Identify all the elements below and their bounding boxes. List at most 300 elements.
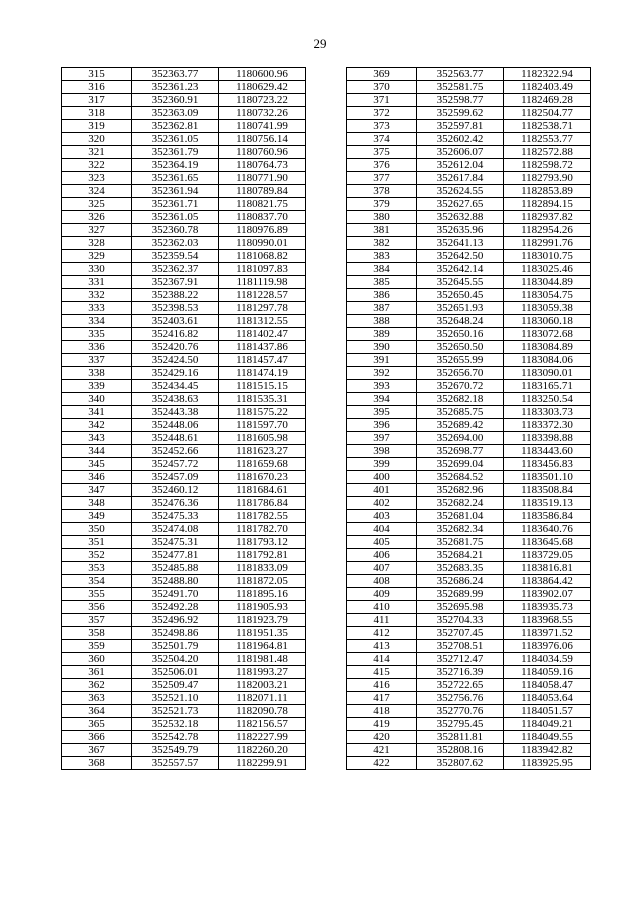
y-coordinate-cell: 1181951.35 [219,627,306,640]
y-coordinate-cell: 1182071.11 [219,692,306,705]
table-row [347,133,591,146]
table-row [62,601,306,614]
x-coordinate-cell: 352682.96 [417,484,504,497]
table-row [62,718,306,731]
y-coordinate-cell: 1183902.07 [504,588,591,601]
point-number-cell: 413 [347,640,417,653]
table-row [347,679,591,692]
point-number-cell: 317 [62,94,132,107]
x-coordinate-cell: 352597.81 [417,120,504,133]
y-coordinate-cell: 1181964.81 [219,640,306,653]
point-number-cell: 346 [62,471,132,484]
y-coordinate-cell: 1181097.83 [219,263,306,276]
y-coordinate-cell: 1184053.64 [504,692,591,705]
y-coordinate-cell: 1181119.98 [219,276,306,289]
table-row [62,731,306,744]
x-coordinate-cell: 352532.18 [132,718,219,731]
y-coordinate-cell: 1183935.73 [504,601,591,614]
y-coordinate-cell: 1181515.15 [219,380,306,393]
point-number-cell: 323 [62,172,132,185]
x-coordinate-cell: 352681.04 [417,510,504,523]
x-coordinate-cell: 352642.50 [417,250,504,263]
y-coordinate-cell: 1180771.90 [219,172,306,185]
point-number-cell: 399 [347,458,417,471]
point-number-cell: 353 [62,562,132,575]
table-row [347,744,591,757]
x-coordinate-cell: 352656.70 [417,367,504,380]
x-coordinate-cell: 352627.65 [417,198,504,211]
table-row [62,146,306,159]
x-coordinate-cell: 352602.42 [417,133,504,146]
y-coordinate-cell: 1183519.13 [504,497,591,510]
table-row [62,744,306,757]
y-coordinate-cell: 1182156.57 [219,718,306,731]
table-row [62,302,306,315]
point-number-cell: 356 [62,601,132,614]
y-coordinate-cell: 1182299.91 [219,757,306,770]
y-coordinate-cell: 1184049.21 [504,718,591,731]
table-row [62,692,306,705]
table-row [347,146,591,159]
x-coordinate-cell: 352475.31 [132,536,219,549]
table-row [62,757,306,770]
point-number-cell: 324 [62,185,132,198]
y-coordinate-cell: 1183090.01 [504,367,591,380]
table-row [347,445,591,458]
y-coordinate-cell: 1181895.16 [219,588,306,601]
table-row [62,627,306,640]
y-coordinate-cell: 1182853.89 [504,185,591,198]
x-coordinate-cell: 352699.04 [417,458,504,471]
table-row [62,432,306,445]
y-coordinate-cell: 1181782.55 [219,510,306,523]
table-row [347,341,591,354]
y-coordinate-cell: 1181684.61 [219,484,306,497]
x-coordinate-cell: 352695.98 [417,601,504,614]
point-number-cell: 352 [62,549,132,562]
point-number-cell: 374 [347,133,417,146]
x-coordinate-cell: 352682.18 [417,393,504,406]
table-row [347,575,591,588]
x-coordinate-cell: 352362.37 [132,263,219,276]
point-number-cell: 381 [347,224,417,237]
x-coordinate-cell: 352429.16 [132,367,219,380]
table-row [62,705,306,718]
point-number-cell: 416 [347,679,417,692]
table-row [62,510,306,523]
x-coordinate-cell: 352598.77 [417,94,504,107]
point-number-cell: 345 [62,458,132,471]
x-coordinate-cell: 352670.72 [417,380,504,393]
point-number-cell: 351 [62,536,132,549]
table-row [347,94,591,107]
x-coordinate-cell: 352795.45 [417,718,504,731]
table-row [347,185,591,198]
y-coordinate-cell: 1184058.47 [504,679,591,692]
point-number-cell: 332 [62,289,132,302]
point-number-cell: 375 [347,146,417,159]
table-row [62,380,306,393]
y-coordinate-cell: 1183729.05 [504,549,591,562]
table-row [62,393,306,406]
table-row [347,510,591,523]
x-coordinate-cell: 352689.99 [417,588,504,601]
y-coordinate-cell: 1181782.70 [219,523,306,536]
x-coordinate-cell: 352496.92 [132,614,219,627]
x-coordinate-cell: 352362.03 [132,237,219,250]
y-coordinate-cell: 1181792.81 [219,549,306,562]
point-number-cell: 344 [62,445,132,458]
table-row [62,458,306,471]
y-coordinate-cell: 1180990.01 [219,237,306,250]
x-coordinate-cell: 352509.47 [132,679,219,692]
point-number-cell: 341 [62,406,132,419]
point-number-cell: 369 [347,68,417,81]
point-number-cell: 354 [62,575,132,588]
point-number-cell: 362 [62,679,132,692]
table-row [347,432,591,445]
x-coordinate-cell: 352521.10 [132,692,219,705]
table-row [62,237,306,250]
point-number-cell: 395 [347,406,417,419]
x-coordinate-cell: 352698.77 [417,445,504,458]
point-number-cell: 322 [62,159,132,172]
x-coordinate-cell: 352477.81 [132,549,219,562]
y-coordinate-cell: 1183456.83 [504,458,591,471]
y-coordinate-cell: 1180629.42 [219,81,306,94]
table-row [62,328,306,341]
x-coordinate-cell: 352770.76 [417,705,504,718]
x-coordinate-cell: 352361.05 [132,133,219,146]
x-coordinate-cell: 352488.80 [132,575,219,588]
point-number-cell: 408 [347,575,417,588]
table-row [347,276,591,289]
y-coordinate-cell: 1180741.99 [219,120,306,133]
point-number-cell: 417 [347,692,417,705]
x-coordinate-cell: 352635.96 [417,224,504,237]
table-row [62,341,306,354]
table-row [347,315,591,328]
x-coordinate-cell: 352581.75 [417,81,504,94]
x-coordinate-cell: 352650.16 [417,328,504,341]
x-coordinate-cell: 352704.33 [417,614,504,627]
table-row [62,653,306,666]
point-number-cell: 411 [347,614,417,627]
point-number-cell: 403 [347,510,417,523]
y-coordinate-cell: 1181786.84 [219,497,306,510]
table-row [347,354,591,367]
x-coordinate-cell: 352416.82 [132,328,219,341]
point-number-cell: 338 [62,367,132,380]
point-number-cell: 367 [62,744,132,757]
table-row [347,159,591,172]
y-coordinate-cell: 1180723.22 [219,94,306,107]
y-coordinate-cell: 1183084.06 [504,354,591,367]
point-number-cell: 376 [347,159,417,172]
x-coordinate-cell: 352443.38 [132,406,219,419]
x-coordinate-cell: 352367.91 [132,276,219,289]
table-row [62,679,306,692]
point-number-cell: 315 [62,68,132,81]
table-row [62,549,306,562]
y-coordinate-cell: 1182894.15 [504,198,591,211]
y-coordinate-cell: 1182598.72 [504,159,591,172]
y-coordinate-cell: 1183976.06 [504,640,591,653]
table-row [347,640,591,653]
point-number-cell: 394 [347,393,417,406]
y-coordinate-cell: 1180837.70 [219,211,306,224]
point-number-cell: 393 [347,380,417,393]
table-row [62,575,306,588]
table-row [347,536,591,549]
x-coordinate-cell: 352457.72 [132,458,219,471]
y-coordinate-cell: 1183025.46 [504,263,591,276]
table-row [347,588,591,601]
y-coordinate-cell: 1182538.71 [504,120,591,133]
point-number-cell: 420 [347,731,417,744]
x-coordinate-cell: 352632.88 [417,211,504,224]
x-coordinate-cell: 352360.91 [132,94,219,107]
table-row [62,406,306,419]
table-row [347,718,591,731]
x-coordinate-cell: 352448.61 [132,432,219,445]
point-number-cell: 371 [347,94,417,107]
table-row [62,614,306,627]
point-number-cell: 401 [347,484,417,497]
table-row [62,289,306,302]
table-row [62,211,306,224]
x-coordinate-cell: 352599.62 [417,107,504,120]
table-row [62,536,306,549]
y-coordinate-cell: 1184034.59 [504,653,591,666]
y-coordinate-cell: 1182937.82 [504,211,591,224]
x-coordinate-cell: 352682.34 [417,523,504,536]
x-coordinate-cell: 352685.75 [417,406,504,419]
x-coordinate-cell: 352403.61 [132,315,219,328]
point-number-cell: 386 [347,289,417,302]
point-number-cell: 392 [347,367,417,380]
table-row [62,666,306,679]
point-number-cell: 388 [347,315,417,328]
table-row [347,380,591,393]
x-coordinate-cell: 352642.14 [417,263,504,276]
y-coordinate-cell: 1180600.96 [219,68,306,81]
x-coordinate-cell: 352361.23 [132,81,219,94]
table-row [347,471,591,484]
y-coordinate-cell: 1182553.77 [504,133,591,146]
x-coordinate-cell: 352364.19 [132,159,219,172]
table-row [62,133,306,146]
point-number-cell: 406 [347,549,417,562]
point-number-cell: 336 [62,341,132,354]
point-number-cell: 325 [62,198,132,211]
x-coordinate-cell: 352684.21 [417,549,504,562]
table-row [62,562,306,575]
y-coordinate-cell: 1181923.79 [219,614,306,627]
table-row [62,640,306,653]
x-coordinate-cell: 352361.71 [132,198,219,211]
table-row [347,172,591,185]
table-row [62,68,306,81]
table-row [62,471,306,484]
x-coordinate-cell: 352549.79 [132,744,219,757]
x-coordinate-cell: 352361.94 [132,185,219,198]
x-coordinate-cell: 352474.08 [132,523,219,536]
x-coordinate-cell: 352460.12 [132,484,219,497]
y-coordinate-cell: 1180760.96 [219,146,306,159]
y-coordinate-cell: 1181605.98 [219,432,306,445]
y-coordinate-cell: 1183942.82 [504,744,591,757]
table-row [62,185,306,198]
y-coordinate-cell: 1183250.54 [504,393,591,406]
x-coordinate-cell: 352498.86 [132,627,219,640]
table-row [347,211,591,224]
y-coordinate-cell: 1181993.27 [219,666,306,679]
point-number-cell: 397 [347,432,417,445]
x-coordinate-cell: 352651.93 [417,302,504,315]
table-row [347,757,591,770]
y-coordinate-cell: 1183398.88 [504,432,591,445]
x-coordinate-cell: 352707.45 [417,627,504,640]
table-row [347,406,591,419]
point-number-cell: 339 [62,380,132,393]
y-coordinate-cell: 1183059.38 [504,302,591,315]
point-number-cell: 360 [62,653,132,666]
y-coordinate-cell: 1181981.48 [219,653,306,666]
y-coordinate-cell: 1183864.42 [504,575,591,588]
table-row [347,198,591,211]
x-coordinate-cell: 352807.62 [417,757,504,770]
y-coordinate-cell: 1180764.73 [219,159,306,172]
point-number-cell: 390 [347,341,417,354]
point-number-cell: 321 [62,146,132,159]
point-number-cell: 337 [62,354,132,367]
x-coordinate-cell: 352485.88 [132,562,219,575]
point-number-cell: 383 [347,250,417,263]
table-row [347,68,591,81]
table-row [62,315,306,328]
point-number-cell: 378 [347,185,417,198]
point-number-cell: 348 [62,497,132,510]
y-coordinate-cell: 1181474.19 [219,367,306,380]
point-number-cell: 327 [62,224,132,237]
table-row [347,653,591,666]
y-coordinate-cell: 1182991.76 [504,237,591,250]
x-coordinate-cell: 352501.79 [132,640,219,653]
x-coordinate-cell: 352617.84 [417,172,504,185]
x-coordinate-cell: 352686.24 [417,575,504,588]
x-coordinate-cell: 352398.53 [132,302,219,315]
point-number-cell: 418 [347,705,417,718]
point-number-cell: 326 [62,211,132,224]
point-number-cell: 410 [347,601,417,614]
point-number-cell: 422 [347,757,417,770]
x-coordinate-cell: 352457.09 [132,471,219,484]
y-coordinate-cell: 1181905.93 [219,601,306,614]
x-coordinate-cell: 352363.09 [132,107,219,120]
y-coordinate-cell: 1183303.73 [504,406,591,419]
x-coordinate-cell: 352645.55 [417,276,504,289]
table-row [347,549,591,562]
y-coordinate-cell: 1181437.86 [219,341,306,354]
table-row [347,497,591,510]
y-coordinate-cell: 1183010.75 [504,250,591,263]
y-coordinate-cell: 1181297.78 [219,302,306,315]
coordinates-table-right [346,67,591,770]
table-row [347,81,591,94]
y-coordinate-cell: 1184049.55 [504,731,591,744]
x-coordinate-cell: 352434.45 [132,380,219,393]
point-number-cell: 379 [347,198,417,211]
table-row [347,107,591,120]
point-number-cell: 409 [347,588,417,601]
table-row [347,562,591,575]
table-row [62,250,306,263]
x-coordinate-cell: 352361.79 [132,146,219,159]
point-number-cell: 361 [62,666,132,679]
x-coordinate-cell: 352716.39 [417,666,504,679]
point-number-cell: 355 [62,588,132,601]
point-number-cell: 419 [347,718,417,731]
y-coordinate-cell: 1181068.82 [219,250,306,263]
x-coordinate-cell: 352492.28 [132,601,219,614]
x-coordinate-cell: 352361.05 [132,211,219,224]
y-coordinate-cell: 1183443.60 [504,445,591,458]
y-coordinate-cell: 1182227.99 [219,731,306,744]
y-coordinate-cell: 1182260.20 [219,744,306,757]
point-number-cell: 359 [62,640,132,653]
point-number-cell: 382 [347,237,417,250]
y-coordinate-cell: 1181402.47 [219,328,306,341]
y-coordinate-cell: 1183072.68 [504,328,591,341]
y-coordinate-cell: 1183372.30 [504,419,591,432]
y-coordinate-cell: 1180789.84 [219,185,306,198]
x-coordinate-cell: 352452.66 [132,445,219,458]
y-coordinate-cell: 1180756.14 [219,133,306,146]
point-number-cell: 370 [347,81,417,94]
table-row [62,276,306,289]
x-coordinate-cell: 352811.81 [417,731,504,744]
y-coordinate-cell: 1180821.75 [219,198,306,211]
x-coordinate-cell: 352689.42 [417,419,504,432]
table-row [347,224,591,237]
y-coordinate-cell: 1184059.16 [504,666,591,679]
x-coordinate-cell: 352420.76 [132,341,219,354]
y-coordinate-cell: 1184051.57 [504,705,591,718]
x-coordinate-cell: 352606.07 [417,146,504,159]
x-coordinate-cell: 352557.57 [132,757,219,770]
table-row [347,289,591,302]
table-row [62,523,306,536]
x-coordinate-cell: 352708.51 [417,640,504,653]
table-row [62,172,306,185]
x-coordinate-cell: 352388.22 [132,289,219,302]
point-number-cell: 421 [347,744,417,757]
point-number-cell: 349 [62,510,132,523]
x-coordinate-cell: 352359.54 [132,250,219,263]
point-number-cell: 363 [62,692,132,705]
point-number-cell: 407 [347,562,417,575]
y-coordinate-cell: 1182003.21 [219,679,306,692]
x-coordinate-cell: 352648.24 [417,315,504,328]
point-number-cell: 333 [62,302,132,315]
y-coordinate-cell: 1182322.94 [504,68,591,81]
x-coordinate-cell: 352361.65 [132,172,219,185]
table-row [347,666,591,679]
table-row [347,627,591,640]
x-coordinate-cell: 352650.45 [417,289,504,302]
point-number-cell: 385 [347,276,417,289]
